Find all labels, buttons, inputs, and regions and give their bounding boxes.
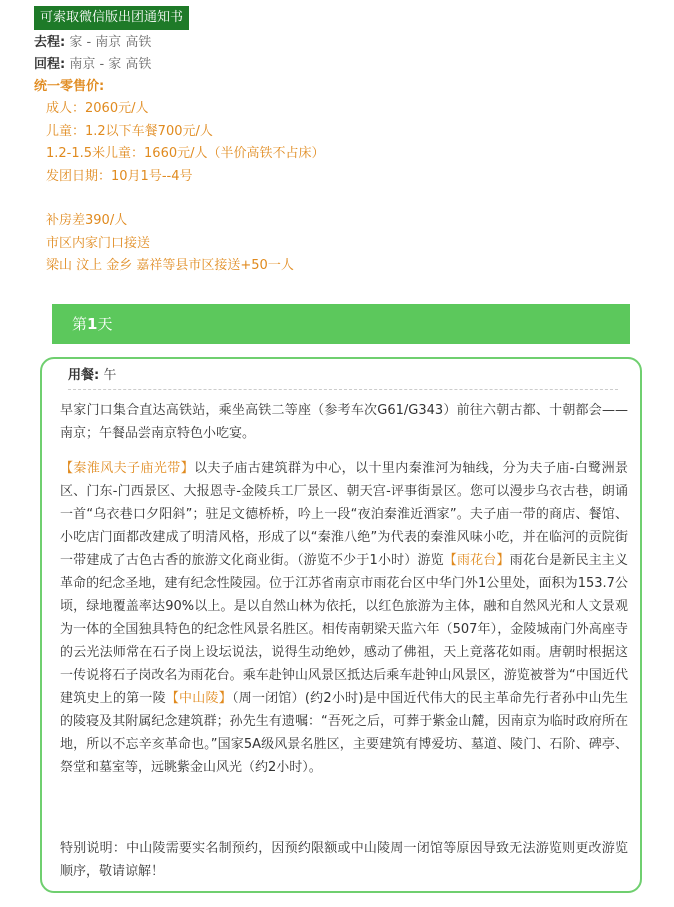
zhongshanling-description: （周一闭馆）(约2小时)是中国近代伟大的民主革命先行者孙中山先生的陵寝及其附属纪念建筑群；孙先生有遗嘱：“吾死之后，可葬于紫金山麓，因南京为临时政府所在地，所以不忘辛亥革命也。”国家5A级风景名胜区，主要建筑有博爱坊、墓道、陵门、石阶、碑亭、祭堂和墓室等，远眺紫金山风光（约2小时）。 (60, 691, 628, 775)
departure-dates: 发团日期：10月1号--4号 (46, 168, 193, 184)
highlight-zhongshanling: 【中山陵】 (165, 691, 232, 706)
tall-child-price: 1.2-1.5米儿童：1660元/人（半价高铁不占床） (46, 146, 325, 161)
meal-value: 午 (103, 368, 117, 383)
outbound-value: 家 - 南京 高铁 (69, 35, 152, 50)
county-pickup: 梁山 汶上 金乡 嘉祥等县市区接送+50一人 (46, 258, 294, 273)
itinerary-paragraph-2 (60, 457, 628, 779)
special-note: 特别说明：中山陵需要实名制预约，因预约限额或中山陵周一闭馆等原因导致无法游览则更改游览顺序，敬请谅解！ (60, 841, 628, 879)
qinhuai-description: 以夫子庙古建筑群为中心，以十里内秦淮河为轴线，分为夫子庙-白鹭洲景区、门东-门西景区、大报恩寺-金陵兵工厂景区、朝天宫-评事街景区。您可以漫步乌衣古巷，朗诵一首“乌衣巷口夕阳斜”；驻足文德桥桥，吟上一段“夜泊秦淮近酒家”。夫子庙一带的商店、餐馆、小吃店门面都改建成了明清风格，形成了以“秦淮八绝”为代表的秦淮风味小吃，并在临河的贡院街一带建成了古色古香的旅游文化商业街。（游览不少于1小时）游览 (60, 461, 628, 568)
highlight-qinhuai: 【秦淮风夫子庙光带】 (60, 461, 195, 476)
child-price: 儿童：1.2以下车餐700元/人 (46, 123, 213, 139)
notice-banner: 可索取微信版出团通知书 (34, 6, 189, 30)
outbound-row (34, 32, 654, 54)
highlight-yuhuatai: 【雨花台】 (443, 553, 510, 568)
meal-label: 用餐: (68, 368, 100, 383)
meal-row (68, 365, 618, 390)
day-1-header (52, 304, 630, 344)
adult-price: 成人：2060元/人 (46, 101, 149, 116)
trip-info (34, 32, 654, 278)
day-1-itinerary-card (40, 357, 642, 893)
outbound-label: 去程: (34, 35, 66, 50)
day-suffix: 天 (97, 315, 113, 333)
price-list (34, 98, 654, 278)
day-prefix: 第 (72, 315, 88, 333)
room-difference: 补房差390/人 (46, 213, 128, 228)
yuhuatai-description: 雨花台是新民主主义革命的纪念圣地，建有纪念性陵园。位于江苏省南京市雨花台区中华门外1公里处，面积为153.7公顷，绿地覆盖率达90%以上。是以自然山林为依托，以红色旅游为主体，融和自然风光和人文景观为一体的全国独具特色的纪念性风景名胜区。相传南朝梁天监六年（507年），金陵城南门外高座寺的云光法师常在石子岗上设坛说法，说得生动绝妙，感动了佛祖，天上竟落花如雨。唐朝时根据这一传说将石子岗改名为雨花台。乘车赴钟山风景区抵达后乘车赴钟山风景区，游览被誉为“中国近代建筑史上的第一陵 (60, 553, 628, 706)
day-number: 1 (87, 315, 98, 333)
return-row (34, 54, 654, 76)
price-title: 统一零售价: (34, 79, 105, 94)
spacer (46, 188, 654, 210)
city-pickup: 市区内家门口接送 (46, 235, 151, 251)
return-value: 南京 - 家 高铁 (69, 57, 152, 72)
itinerary-paragraph-1: 早家门口集合直达高铁站，乘坐高铁二等座（参考车次G61/G343）前往六朝古都、十朝都会——南京；午餐品尝南京特色小吃宴。 (60, 403, 628, 441)
return-label: 回程: (34, 57, 66, 72)
